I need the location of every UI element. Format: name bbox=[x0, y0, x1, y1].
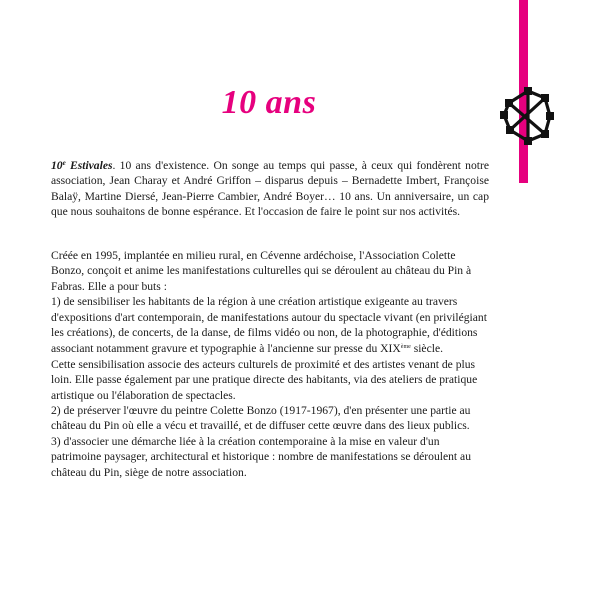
body-paragraph-4: 2) de préserver l'œuvre du peintre Colette Bonzo (1917-1967), d'en présenter une partie au château du Pin où elle a vécu et travaillé, et de diffuser cette œuvre dans des lieux publics. bbox=[51, 404, 471, 433]
body-paragraph-1: Créée en 1995, implantée en milieu rural, en Cévenne ardéchoise, l'Association Colette Bonzo, conçoit et anime les manifestations culturelles qui se déroulent au château du Pin à Fabras. Elle a pour buts : bbox=[51, 249, 472, 293]
page-title: 10 ans bbox=[221, 84, 317, 121]
body-section bbox=[51, 248, 489, 480]
intro-text: . 10 ans d'existence. On songe au temps qui passe, à ceux qui fondèrent notre association, Jean Charay et André Griffon – disparus depuis – Bernadette Imbert, Françoise Balaÿ, Martine Diersé, Jean-Pierre Cambier, André Boyer… 10 ans. Un anniversaire, un cap que nous souhaitons de bonne espérance. Et l'occasion de faire le point sur nos activités. bbox=[51, 159, 489, 219]
body-paragraph-3: Cette sensibilisation associe des acteurs culturels de proximité et des artistes venant de plus loin. Elle passe également par une pratique directe des habitants, via des ateliers de pratique artistique ou l'élaboration de spectacles. bbox=[51, 357, 478, 402]
intro-paragraph bbox=[51, 156, 489, 220]
body-paragraph-5: 3) d'associer une démarche liée à la création contemporaine à la mise en valeur d'un patrimoine paysager, architectural et historique : nombre de manifestations se déroulent au château du Pin, siège de notre association. bbox=[51, 434, 471, 479]
intro-lead: 10e Estivales bbox=[51, 159, 113, 172]
body-paragraph-2: 1) de sensibiliser les habitants de la région à une création artistique exigeante au travers d'expositions d'art contemporain, de manifestations autour du spectacle vivant (en privilégiant les créations), de concerts, de la danse, de films vidéo ou non, de la photographie, d'éditions associant notamment gravure et typographie à l'ancienne sur presse du XIXème siècle. bbox=[51, 295, 487, 356]
